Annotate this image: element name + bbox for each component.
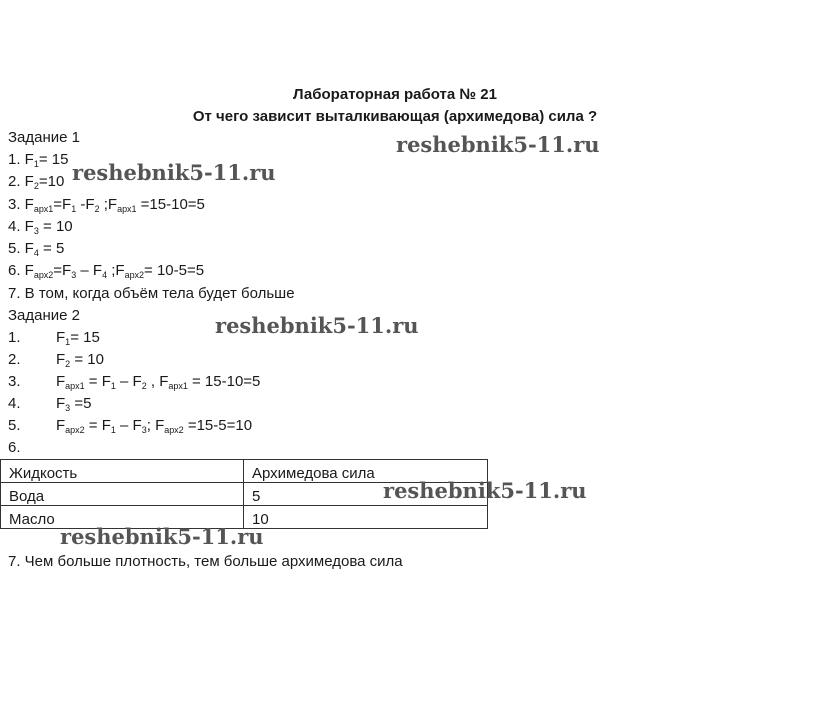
task1-line-4: 4. $F_3 = 10$	[8, 218, 73, 236]
task1-line-5: 5. $F_4 = 5$	[8, 240, 65, 258]
table-header-cell: Архимедова сила	[244, 460, 488, 483]
table-cell: 5	[244, 483, 488, 506]
table-cell: Вода	[1, 483, 244, 506]
task2-line-5: 5. $F_{арх2} = F_1 - F_3$; $F_{арх2} =15-5=10$	[8, 417, 253, 435]
watermark: reshebnik5-11.ru	[383, 478, 587, 503]
task1-line-7: 7. В том, когда объём тела будет больше	[8, 285, 295, 302]
table-cell: 10	[244, 506, 488, 529]
task2-heading: Задание 2	[8, 307, 81, 324]
task2-line-2: 2. $F_2 = 10$	[8, 351, 104, 369]
watermark: reshebnik5-11.ru	[396, 132, 600, 157]
table-header-cell: Жидкость	[1, 460, 244, 483]
page-title: Лабораторная работа № 21	[293, 86, 497, 103]
table-cell: Масло	[1, 506, 244, 529]
task1-line-1: 1. $F_1= 15$	[8, 151, 69, 169]
page-subtitle: От чего зависит выталкивающая (архимедова) сила ?	[192, 108, 598, 125]
task2-line-4: 4. $F_3 =5$	[8, 395, 92, 413]
watermark: reshebnik5-11.ru	[215, 313, 419, 338]
task2-line-1: 1. $F_1= 15$	[8, 329, 100, 347]
task2-line-3: 3. $F_{арх1} = F_1 - F_2$ , $F_{арх1} = 15-10=5$	[8, 373, 261, 391]
task1-heading: Задание 1	[8, 129, 81, 146]
watermark: reshebnik5-11.ru	[72, 160, 276, 185]
watermark: reshebnik5-11.ru	[60, 524, 264, 549]
task1-line-2: 2. $F_2=10$	[8, 173, 65, 191]
task2-line-7: 7. Чем больше плотность, тем больше архимедова сила	[8, 553, 403, 570]
task2-line-6: 6.	[8, 439, 21, 456]
task1-line-6: 6. $F_{арх2}=F_3 - F_4$ $;F_{арх2}= 10-5=5$	[8, 262, 205, 280]
task1-line-3: 3. $F_{арх1}=F_1$ $-F_2$ $;F_{арх1} =15-10=5$	[8, 196, 205, 214]
